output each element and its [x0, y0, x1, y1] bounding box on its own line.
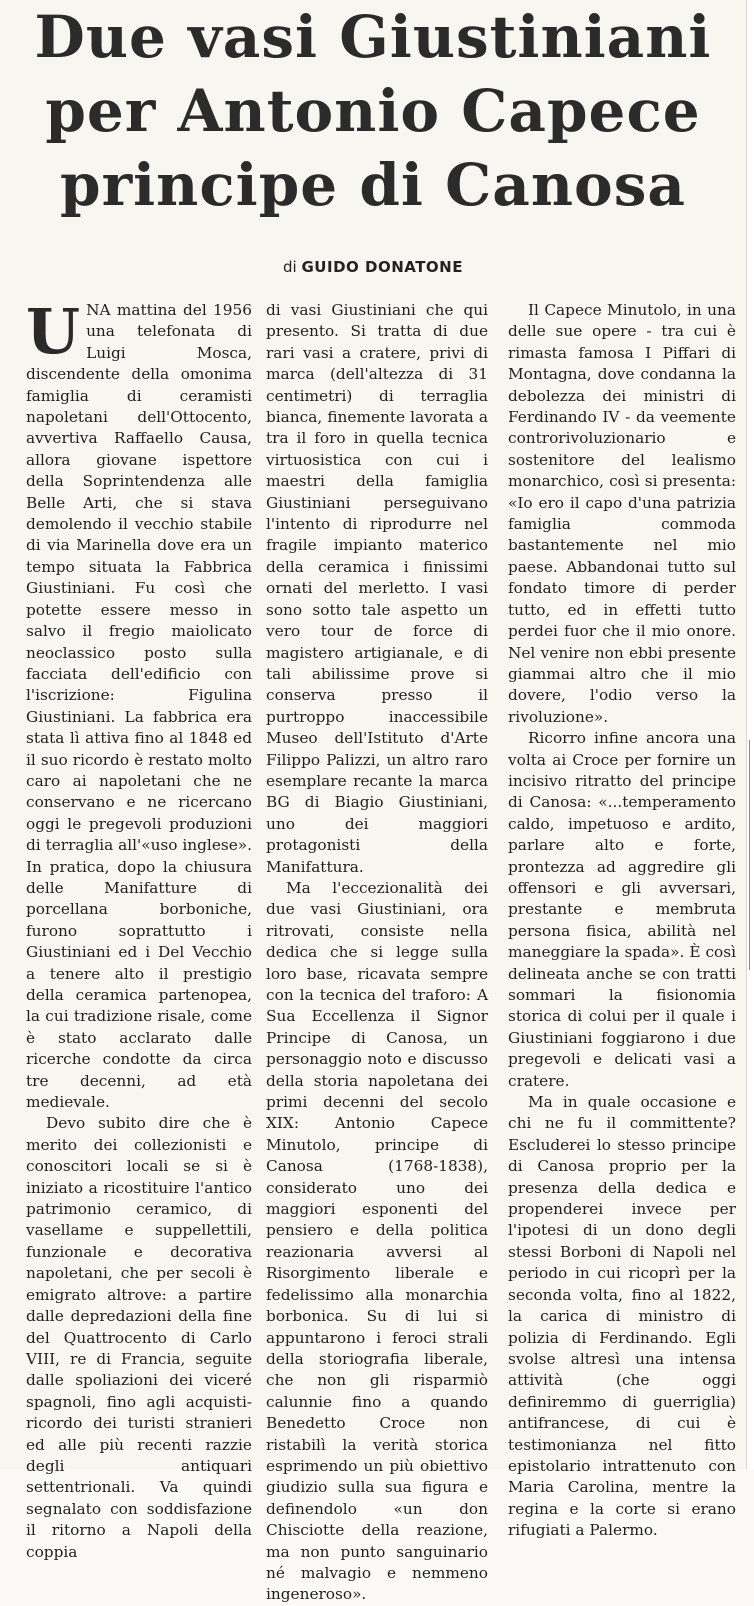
drop-cap: U — [26, 295, 81, 368]
paragraph: Ma in quale occasione e chi ne fu il committente? Escluderei lo stesso principe di Canosa proprio per la presenza della dedica e propenderei invece per l'ipotesi di un dono degli stessi Borboni di Napoli nel periodo in cui ricoprì per la seconda volta, fino al 1822, la carica di ministro di polizia di Ferdinando. Egli svolse altresì una intensa attività (che oggi definiremmo di guerriglia) antifrancese, di cui è testimonianza nel fitto epistolario intrattenuto con Maria Carolina, mentre la regina e la corte si erano rifugiati a Palermo. — [508, 1093, 736, 1540]
article-column-2 — [266, 300, 488, 1606]
article-column-3 — [508, 300, 736, 1542]
paragraph-text: NA mattina del 1956 una telefonata di Luigi Mosca, discendente della omonima famiglia di ceramisti napoletani dell'Ottocento, avvertiva Raffaello Causa, allora giovane ispettore della Soprintendenza alle Belle Arti, che si stava demolendo il vecchio stabile di via Marinella dove era un tempo situata la Fabbrica Giustiniani. Fu così che potette essere messo in salvo il fregio maiolicato neoclassico posto sulla facciata dell'edificio con l'iscrizione: Figulina Giustiniani. La fabbrica era stata lì attiva fino al 1848 ed il suo ricordo è restato molto caro ai napoletani che ne conservano e ne ricercano oggi le pregevoli produzioni di terraglia all'«uso inglese». In pratica, dopo la chiusura delle Manifatture di porcellana borboniche, furono soprattutto i Giustiniani ed i Del Vecchio a tenere alto il prestigio della ceramica partenopea, la cui tradizione risale, come è stato acclarato dalle ricerche condotte da circa tre decenni, ad età medievale. — [26, 301, 252, 1112]
article-column-1 — [26, 295, 252, 1563]
page-edge — [746, 0, 754, 1469]
headline-line-2: per Antonio Capece — [45, 77, 701, 145]
headline — [0, 0, 746, 222]
headline-line-3: principe di Canosa — [60, 151, 686, 219]
byline-prefix: di — [283, 258, 297, 276]
paragraph — [26, 295, 252, 1113]
paragraph: Il Capece Minutolo, in una delle sue opere - tra cui è rimasta famosa I Piffari di Montagna, dove condanna la debolezza dei ministri di Ferdinando IV - da veemente controrivoluzionario e sostenitore del lealismo monarchico, così si presenta: «Io ero il capo d'una patrizia famiglia commoda bastantemente nel mio paese. Abbandonai tutto sul fondato timore di perder tutto, ed in effetti tutto perdei fuor che il mio onore. Nel venire non ebbi presente giammai altro che il mio dovere, l'odio verso la rivoluzione». — [508, 301, 736, 726]
author-name: GUIDO DONATONE — [301, 258, 463, 276]
paragraph: di vasi Giustiniani che qui presento. Si tratta di due rari vasi a cratere, privi di marca (dell'altezza di 31 centimetri) di terraglia bianca, finemente lavorata a tra il foro in quella tecnica virtuosistica con cui i maestri della famiglia Giustiniani perseguivano l'intento di riprodurre nel fragile impianto materico della ceramica i finissimi ornati del merletto. I vasi sono sotto tale aspetto un vero tour de force di magistero artigianale, e di tali abilissime prove si conserva presso il purtroppo inaccessibile Museo dell'Istituto d'Arte Filippo Palizzi, un altro raro esemplare recante la marca BG di Biagio Giustiniani, uno dei maggiori protagonisti della Manifattura. — [266, 301, 488, 876]
headline-line-1: Due vasi Giustiniani — [34, 3, 712, 71]
paragraph: Ma l'eccezionalità dei due vasi Giustiniani, ora ritrovati, consiste nella dedica che si legge sulla loro base, ricavata sempre con la tecnica del traforo: A Sua Eccellenza il Signor Principe di Canosa, un personaggio noto e discusso della storia napoletana dei primi decenni del secolo XIX: Antonio Capece Minutolo, principe di Canosa (1768-1838), considerato uno dei maggiori esponenti del pensiero e della politica reazionaria avversi al Risorgimento liberale e fedelissimo alla monarchia borbonica. Su di lui si appuntarono i feroci strali della storiografia liberale, che non gli risparmiò calunnie fino a quando Benedetto Croce non ristabilì la verità storica esprimendo un più obiettivo giudizio sulla sua figura e definendolo «un don Chisciotte della reazione, ma non punto sanguinario né malvagio e nemmeno ingeneroso». — [266, 878, 488, 1604]
paragraph: Devo subito dire che è merito dei collezionisti e conoscitori locali se si è iniziato a ricostituire l'antico patrimonio ceramico, di vasellame e suppellettili, funzionale e decorativa napoletani, che per secoli è emigrato altrove: a partire dalle depredazioni della fine del Quattrocento di Carlo VIII, re di Francia, seguite dalle spoliazioni dei viceré spagnoli, fino agli acquisti-ricordo dei turisti stranieri ed alle più recenti razzie degli antiquari settentrionali. Va quindi segnalato con soddisfazione il ritorno a Napoli della coppia — [26, 1114, 252, 1561]
edge-line — [749, 740, 750, 970]
paragraph: Ricorro infine ancora una volta ai Croce per fornire un incisivo ritratto del principe di Canosa: «...temperamento caldo, impetuoso e ardito, parlare alto e forte, prontezza ad aggredire gli offensori e gli avversari, prestante e membruta persona fisica, abilità nel maneggiare la spada». È così delineata anche se con tratti sommari la fisionomia storica di colui per il quale i Giustiniani foggiarono i due pregevoli e delicati vasi a cratere. — [508, 729, 736, 1090]
byline — [0, 258, 746, 276]
